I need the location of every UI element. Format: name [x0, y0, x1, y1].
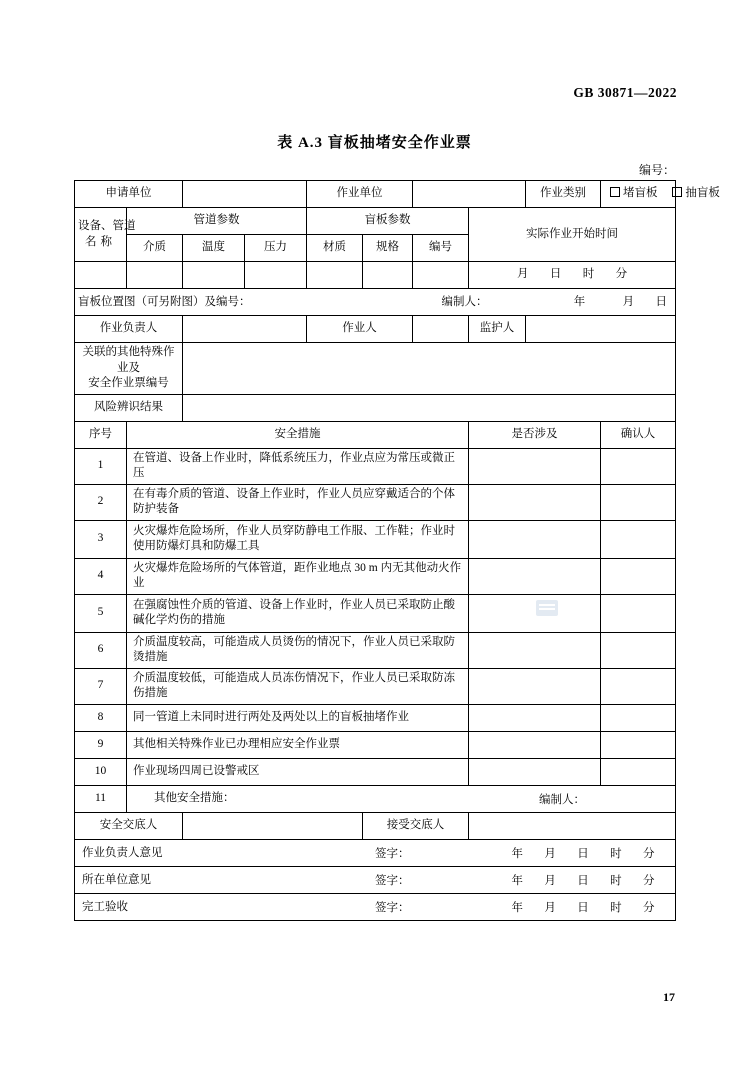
- table-row-measure: [75, 558, 676, 594]
- table-row-measure: [75, 484, 676, 520]
- signature-label: 签字：: [375, 848, 410, 861]
- other-measure-label: 其他安全措施：: [154, 791, 235, 804]
- measure-no: 8: [75, 704, 127, 731]
- table-row-related-permits: [75, 343, 676, 395]
- watermark-mark: [536, 600, 558, 616]
- measure-confirmer-value[interactable]: [601, 704, 676, 731]
- completion-acceptance-label: 完工验收: [82, 900, 128, 913]
- measure-no: 10: [75, 758, 127, 785]
- other-measure-no: 11: [75, 785, 127, 812]
- measure-text: 介质温度较高，可能造成人员烫伤的情况下，作业人员已采取防烫措施: [127, 632, 469, 668]
- measure-text: 作业现场四周已设警戒区: [127, 758, 469, 785]
- checkbox-option-blind-remove[interactable]: 抽盲板: [672, 186, 720, 202]
- table-row-measure: [75, 668, 676, 704]
- blind-position-diagram-label: 盲板位置图（可另附图）及编号：: [78, 296, 251, 309]
- measure-text: 介质温度较低，可能造成人员冻伤情况下，作业人员已采取防冻伤措施: [127, 668, 469, 704]
- work-leader-opinion-label: 作业负责人意见: [82, 846, 163, 859]
- work-leader-opinion-cell[interactable]: [75, 839, 676, 866]
- worker-label: 作业人: [307, 316, 413, 343]
- blind-position-diagram-cell[interactable]: [75, 289, 676, 316]
- work-leader-value[interactable]: [183, 316, 307, 343]
- measure-involved-value[interactable]: [469, 632, 601, 668]
- measure-text: 在强腐蚀性介质的管道、设备上作业时，作业人员已采取防止酸碱化学灼伤的措施: [127, 594, 469, 632]
- measure-involved-value[interactable]: [469, 758, 601, 785]
- table-row-measures-header: [75, 421, 676, 448]
- applicant-value[interactable]: [183, 181, 307, 208]
- measure-involved-value[interactable]: [469, 731, 601, 758]
- table-row-measure: [75, 731, 676, 758]
- signature-label: 签字：: [375, 902, 410, 915]
- measure-no: 9: [75, 731, 127, 758]
- measure-no: 5: [75, 594, 127, 632]
- measure-text: 火灾爆炸危险场所的气体管道，距作业地点 30 m 内无其他动火作业: [127, 558, 469, 594]
- equipment-name-label: 设备、管道 名称: [75, 208, 127, 262]
- opinion-date: 年 月 日 时 分: [511, 875, 655, 888]
- blind-number-label: 编号: [413, 235, 469, 262]
- measure-involved-value[interactable]: [469, 668, 601, 704]
- serial-number-label: 编号：: [638, 163, 675, 177]
- measure-no: 6: [75, 632, 127, 668]
- measure-confirmer-value[interactable]: [601, 448, 676, 484]
- table-row-measure: [75, 632, 676, 668]
- measure-text: 同一管道上未同时进行两处及两处以上的盲板抽堵作业: [127, 704, 469, 731]
- measure-involved-value[interactable]: [469, 558, 601, 594]
- table-row-measure: [75, 520, 676, 558]
- signature-label: 签字：: [375, 875, 410, 888]
- table-row-measure: [75, 704, 676, 731]
- table-row-measure: [75, 594, 676, 632]
- actual-start-time-value[interactable]: 月 日 时 分: [469, 262, 676, 289]
- measure-confirmer-value[interactable]: [601, 484, 676, 520]
- risk-result-value[interactable]: [183, 394, 676, 421]
- work-type-options: [601, 181, 720, 208]
- completion-acceptance-cell[interactable]: [75, 893, 676, 920]
- measures-confirmer-header: 确认人: [601, 421, 676, 448]
- pipe-pressure-value[interactable]: [245, 262, 307, 289]
- pipe-temperature-value[interactable]: [183, 262, 245, 289]
- page-title: 表 A.3 盲板抽堵安全作业票: [277, 135, 472, 151]
- other-measure-cell[interactable]: [127, 785, 676, 812]
- work-unit-label: 作业单位: [307, 181, 413, 208]
- blind-spec-label: 规格: [363, 235, 413, 262]
- table-row-opinion: [75, 893, 676, 920]
- pipe-medium-value[interactable]: [127, 262, 183, 289]
- work-leader-label: 作业负责人: [75, 316, 183, 343]
- opinion-date: 年 月 日 时 分: [511, 848, 655, 861]
- table-row-diagram: [75, 289, 676, 316]
- diagram-editor-line: 编制人： 年 月 日: [441, 296, 667, 309]
- measure-involved-value[interactable]: [469, 484, 601, 520]
- pipe-medium-label: 介质: [127, 235, 183, 262]
- measure-confirmer-value[interactable]: [601, 758, 676, 785]
- measure-confirmer-value[interactable]: [601, 520, 676, 558]
- table-row-measure: [75, 758, 676, 785]
- unit-opinion-cell[interactable]: [75, 866, 676, 893]
- standard-number: GB 30871—2022: [573, 85, 677, 100]
- checkbox-icon[interactable]: [672, 187, 682, 197]
- measure-text: 在管道、设备上作业时，降低系统压力，作业点应为常压或微正压: [127, 448, 469, 484]
- measures-no-header: 序号: [75, 421, 127, 448]
- measure-confirmer-value[interactable]: [601, 632, 676, 668]
- risk-result-label: 风险辨识结果: [75, 394, 183, 421]
- measure-involved-value[interactable]: [469, 594, 601, 632]
- measure-involved-value[interactable]: [469, 704, 601, 731]
- table-row-opinion: [75, 866, 676, 893]
- measure-no: 7: [75, 668, 127, 704]
- safety-disclosure-giver-label: 安全交底人: [75, 812, 183, 839]
- checkbox-icon[interactable]: [610, 187, 620, 197]
- unit-opinion-label: 所在单位意见: [82, 873, 151, 886]
- measure-text: 火灾爆炸危险场所，作业人员穿防静电工作服、工作鞋；作业时使用防爆灯具和防爆工具: [127, 520, 469, 558]
- measure-no: 1: [75, 448, 127, 484]
- checkbox-option-blind-plug[interactable]: 堵盲板: [610, 186, 658, 202]
- safety-disclosure-receiver-value[interactable]: [469, 812, 676, 839]
- measure-involved-value[interactable]: [469, 520, 601, 558]
- opinion-date: 年 月 日 时 分: [511, 902, 655, 915]
- equipment-name-value[interactable]: [75, 262, 127, 289]
- related-permits-value[interactable]: [183, 343, 676, 395]
- guardian-label: 监护人: [469, 316, 526, 343]
- measure-text: 在有毒介质的管道、设备上作业时，作业人员应穿戴适合的个体防护装备: [127, 484, 469, 520]
- actual-start-time-label: 实际作业开始时间: [469, 208, 676, 262]
- table-row-other-measure: [75, 785, 676, 812]
- work-unit-value[interactable]: [413, 181, 526, 208]
- measures-involved-header: 是否涉及: [469, 421, 601, 448]
- related-permits-label: 关联的其他特殊作业及 安全作业票编号: [75, 343, 183, 395]
- work-permit-table: [74, 180, 720, 921]
- table-row-applicant: [75, 181, 676, 208]
- work-type-label: 作业类别: [526, 181, 601, 208]
- blind-number-value[interactable]: [413, 262, 469, 289]
- measure-no: 4: [75, 558, 127, 594]
- measure-confirmer-value[interactable]: [601, 731, 676, 758]
- table-row-opinion: [75, 839, 676, 866]
- other-measure-editor-label: 编制人：: [539, 794, 585, 807]
- pipe-temperature-label: 温度: [183, 235, 245, 262]
- measure-confirmer-value[interactable]: [601, 668, 676, 704]
- measure-text: 其他相关特殊作业已办理相应安全作业票: [127, 731, 469, 758]
- measure-no: 3: [75, 520, 127, 558]
- table-row-disclosure: [75, 812, 676, 839]
- guardian-value[interactable]: [526, 316, 676, 343]
- measure-no: 2: [75, 484, 127, 520]
- table-row-params-values: [75, 262, 676, 289]
- measures-content-header: 安全措施: [127, 421, 469, 448]
- page-number: 17: [663, 990, 675, 1004]
- blind-spec-value[interactable]: [363, 262, 413, 289]
- blind-material-value[interactable]: [307, 262, 363, 289]
- table-row-measure: [75, 448, 676, 484]
- pipe-params-label: 管道参数: [127, 208, 307, 235]
- worker-value[interactable]: [413, 316, 469, 343]
- blind-params-label: 盲板参数: [307, 208, 469, 235]
- applicant-label: 申请单位: [75, 181, 183, 208]
- safety-disclosure-giver-value[interactable]: [183, 812, 363, 839]
- measure-confirmer-value[interactable]: [601, 558, 676, 594]
- table-row-risk: [75, 394, 676, 421]
- blind-material-label: 材质: [307, 235, 363, 262]
- measure-involved-value[interactable]: [469, 448, 601, 484]
- safety-disclosure-receiver-label: 接受交底人: [363, 812, 469, 839]
- measure-confirmer-value[interactable]: [601, 594, 676, 632]
- pipe-pressure-label: 压力: [245, 235, 307, 262]
- table-row-params-header: [75, 208, 676, 235]
- table-row-persons: [75, 316, 676, 343]
